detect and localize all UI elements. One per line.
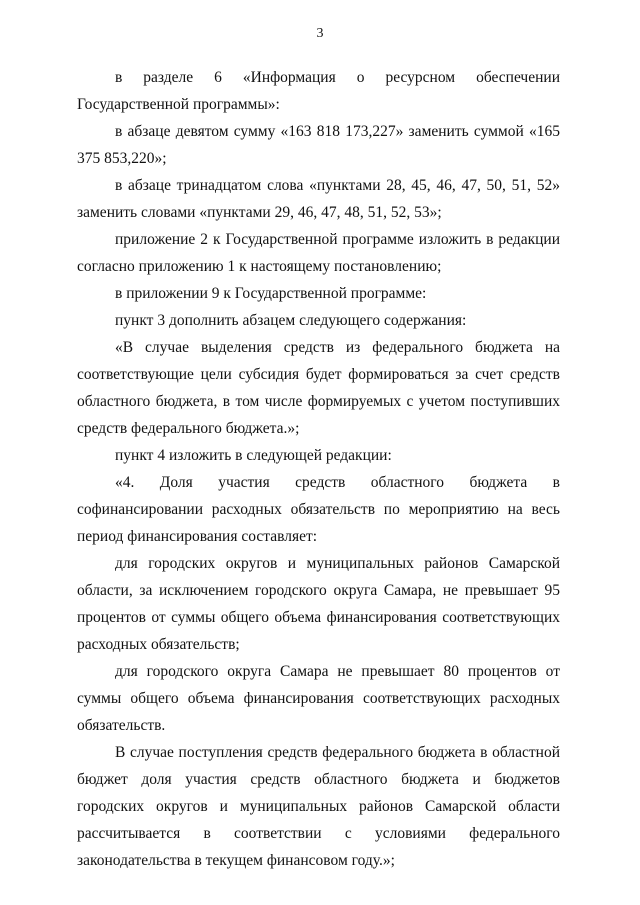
paragraph-federal-budget: «В случае выделения средств из федерального бюджета на соответствующие цели субсидия будет формироваться за счет средств областного бюджета, в том числе формируемых с учетом поступивших средств федерального бюджета.»; bbox=[77, 339, 560, 437]
paragraph-share-intro: «4. Доля участия средств областного бюджета в софинансировании расходных обязательств по мероприятию на весь период финансирования составляет: bbox=[77, 474, 560, 545]
paragraph-districts: для городских округов и муниципальных районов Самарской области, за исключением городского округа Самара, не превышает 95 процентов от суммы общего объема финансирования соответствующих расходных обязательств; bbox=[77, 555, 560, 653]
paragraph-amount-change: в абзаце девятом сумму «163 818 173,227» заменить суммой «165 375 853,220»; bbox=[77, 123, 560, 167]
page-number: 3 bbox=[316, 26, 324, 41]
paragraph-section-6: в разделе 6 «Информация о ресурсном обеспечении Государственной программы»: bbox=[77, 69, 560, 113]
paragraph-appendix-2: приложение 2 к Государственной программе изложить в редакции согласно приложению 1 к настоящему постановлению; bbox=[77, 231, 560, 275]
paragraph-federal-receipt: В случае поступления средств федерального бюджета в областной бюджет доля участия средств областного бюджета и бюджетов городских округов и муниципальных районов Самарской области рассчитывается в соответствии с условиями федерального законодательства в текущем финансовом году.»; bbox=[77, 744, 560, 869]
paragraph-appendix-9: в приложении 9 к Государственной программе: bbox=[115, 285, 427, 302]
paragraph-points-change: в абзаце тринадцатом слова «пунктами 28, 45, 46, 47, 50, 51, 52» заменить словами «пунктами 29, 46, 47, 48, 51, 52, 53»; bbox=[77, 177, 560, 221]
paragraph-point-4: пункт 4 изложить в следующей редакции: bbox=[115, 447, 392, 464]
document-body bbox=[77, 64, 560, 874]
paragraph-point-3: пункт 3 дополнить абзацем следующего содержания: bbox=[115, 312, 467, 329]
paragraph-samara: для городского округа Самара не превышает 80 процентов от суммы общего объема финансирования соответствующих расходных обязательств. bbox=[77, 663, 560, 734]
